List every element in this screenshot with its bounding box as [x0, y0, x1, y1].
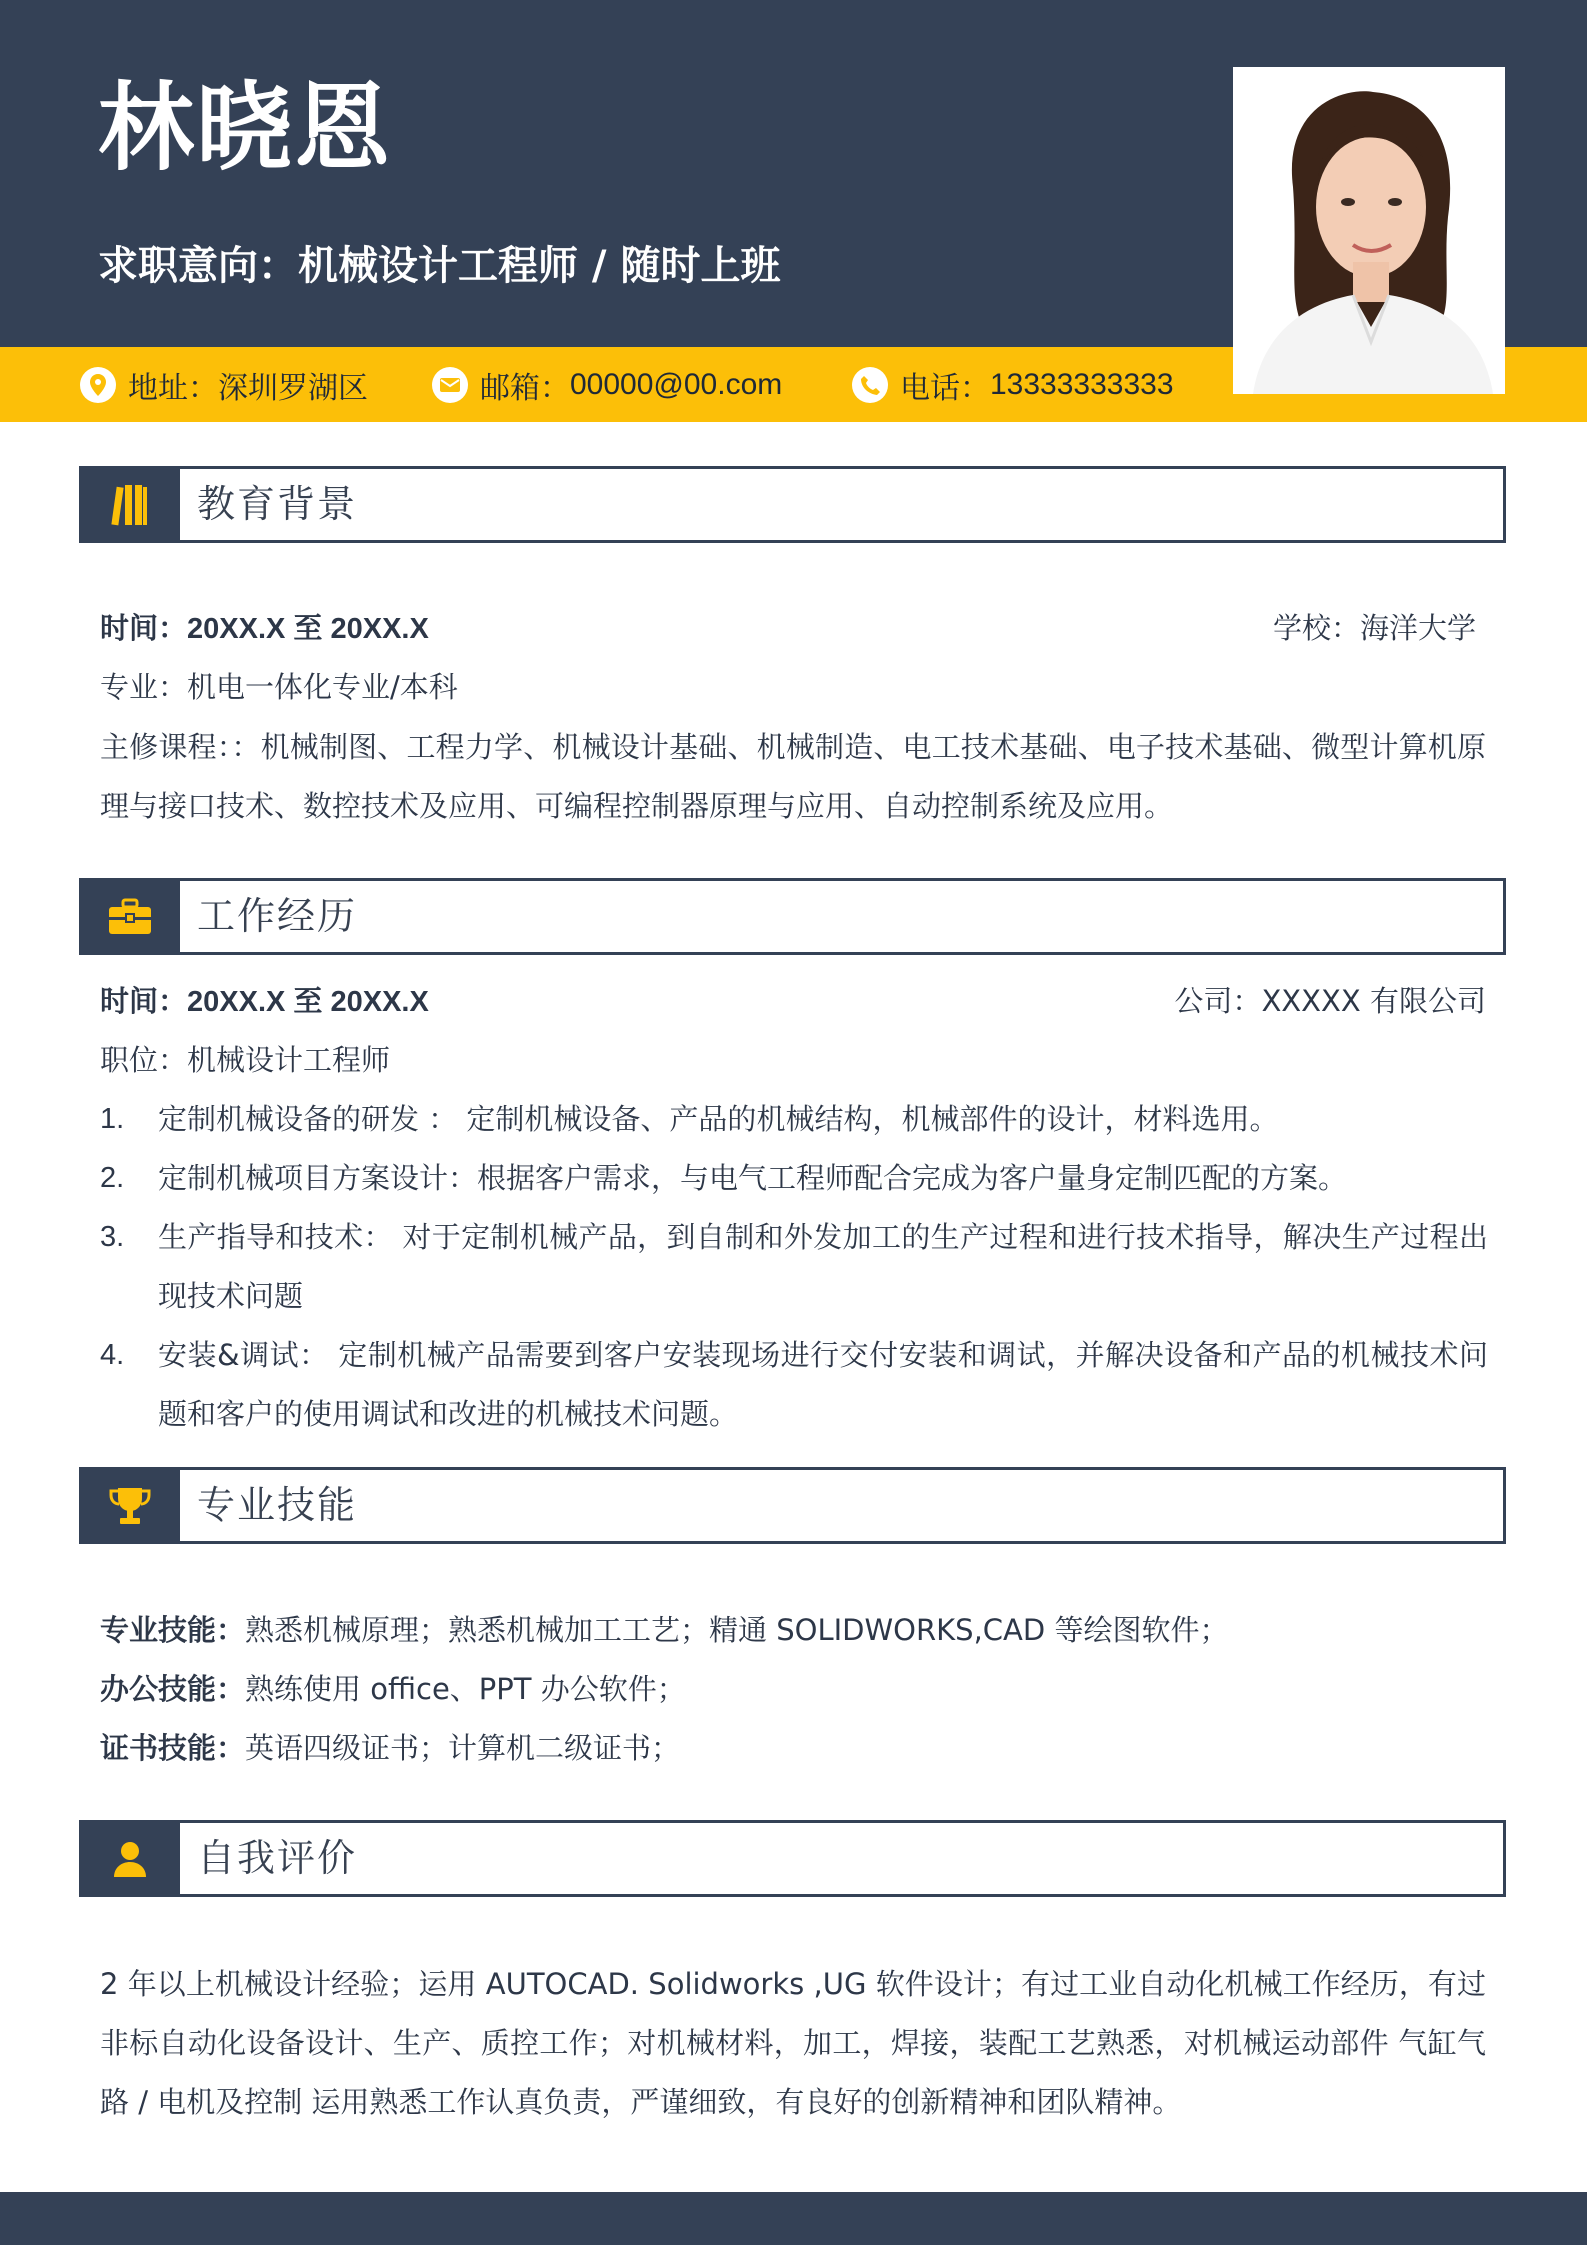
- job-intent: 求职意向：机械设计工程师 / 随时上班: [98, 243, 781, 289]
- skill-office-value: 熟练使用 office、PPT 办公软件；: [245, 1672, 686, 1706]
- skill-professional: [100, 1609, 1228, 1651]
- phone-value: 13333333333: [990, 367, 1174, 401]
- work-position: 职位：机械设计工程师: [100, 1043, 391, 1077]
- work-item: 生产指导和技术： 对于定制机械产品，到自制和外发加工的生产过程和进行技术指导，解决生产过程出现技术问题: [158, 1220, 1488, 1313]
- work-item-number: 3.: [100, 1221, 125, 1253]
- work-item: 定制机械项目方案设计：根据客户需求，与电气工程师配合完成为客户量身定制匹配的方案。: [158, 1161, 1348, 1195]
- briefcase-icon: [79, 878, 180, 955]
- contact-phone: [852, 347, 1174, 422]
- skill-cert: [100, 1727, 680, 1769]
- work-item-number: 1.: [100, 1103, 125, 1135]
- section-header-skills: [79, 1467, 1506, 1544]
- email-value: 00000@00.com: [570, 367, 783, 401]
- edu-major: 专业：机电一体化专业/本科: [100, 670, 458, 704]
- skill-cert-label: 证书技能：: [100, 1731, 246, 1765]
- candidate-name: 林晓恩: [98, 72, 392, 184]
- section-header-work: [79, 878, 1506, 955]
- contact-address: [80, 347, 368, 422]
- self-evaluation-text: 2 年以上机械设计经验；运用 AUTOCAD. Solidworks ,UG 软件设计；有过工业自动化机械工作经历，有过非标自动化设备设计、生产、质控工作；对机械材料，加工，焊接，装配工艺熟悉，对机械运动部件 气缸气路 / 电机及控制 运用熟悉工作认真负责，严谨细致，有良好的创新精神和团队精神。: [100, 1967, 1486, 2119]
- edu-time-value: 20XX.X 至 20XX.X: [187, 613, 429, 645]
- section-title-skills: 专业技能: [197, 1483, 358, 1527]
- section-title-work: 工作经历: [197, 894, 358, 938]
- footer-band: [0, 2192, 1587, 2245]
- books-icon: [79, 466, 180, 543]
- section-title-education: 教育背景: [197, 482, 358, 526]
- work-item: 安装&调试： 定制机械产品需要到客户安装现场进行交付安装和调试，并解决设备和产品的机械技术问题和客户的使用调试和改进的机械技术问题。: [158, 1338, 1488, 1431]
- contact-email: [432, 347, 782, 422]
- work-time-label: 时间：: [100, 984, 188, 1018]
- phone-icon: [852, 367, 888, 403]
- phone-label: 电话：: [900, 370, 990, 406]
- section-title-self: 自我评价: [197, 1836, 358, 1880]
- work-company-value: XXXXX 有限公司: [1261, 984, 1486, 1018]
- work-time-value: 20XX.X 至 20XX.X: [187, 986, 429, 1018]
- edu-school: 学校：海洋大学: [1272, 611, 1476, 645]
- work-company-label: 公司：: [1174, 984, 1262, 1018]
- envelope-icon: [432, 367, 468, 403]
- work-company: [976, 980, 1486, 1022]
- edu-time-label: 时间：: [100, 611, 188, 645]
- person-icon: [79, 1820, 180, 1897]
- skill-office: [100, 1668, 686, 1710]
- work-item-number: 4.: [100, 1339, 125, 1371]
- work-item: 定制机械设备的研发 ： 定制机械设备、产品的机械结构，机械部件的设计，材料选用。: [158, 1102, 1279, 1136]
- trophy-icon: [79, 1467, 180, 1544]
- profile-photo: [1233, 67, 1505, 394]
- edu-courses: 主修课程：：机械制图、工程力学、机械设计基础、机械制造、电工技术基础、电子技术基础、微型计算机原理与接口技术、数控技术及应用、可编程控制器原理与应用、自动控制系统及应用。: [100, 730, 1486, 823]
- address-text: 地址：深圳罗湖区: [128, 370, 368, 406]
- skill-professional-label: 专业技能：: [100, 1613, 246, 1647]
- work-time: [100, 980, 429, 1023]
- edu-time: [100, 607, 429, 650]
- section-header-self: [79, 1820, 1506, 1897]
- email-label: 邮箱：: [480, 370, 570, 406]
- skill-professional-value: 熟悉机械原理；熟悉机械加工工艺；精通 SOLIDWORKS,CAD 等绘图软件；: [245, 1613, 1229, 1647]
- skill-cert-value: 英语四级证书；计算机二级证书；: [245, 1731, 681, 1765]
- location-pin-icon: [80, 367, 116, 403]
- skill-office-label: 办公技能：: [100, 1672, 246, 1706]
- work-item-number: 2.: [100, 1162, 125, 1194]
- section-header-education: [79, 466, 1506, 543]
